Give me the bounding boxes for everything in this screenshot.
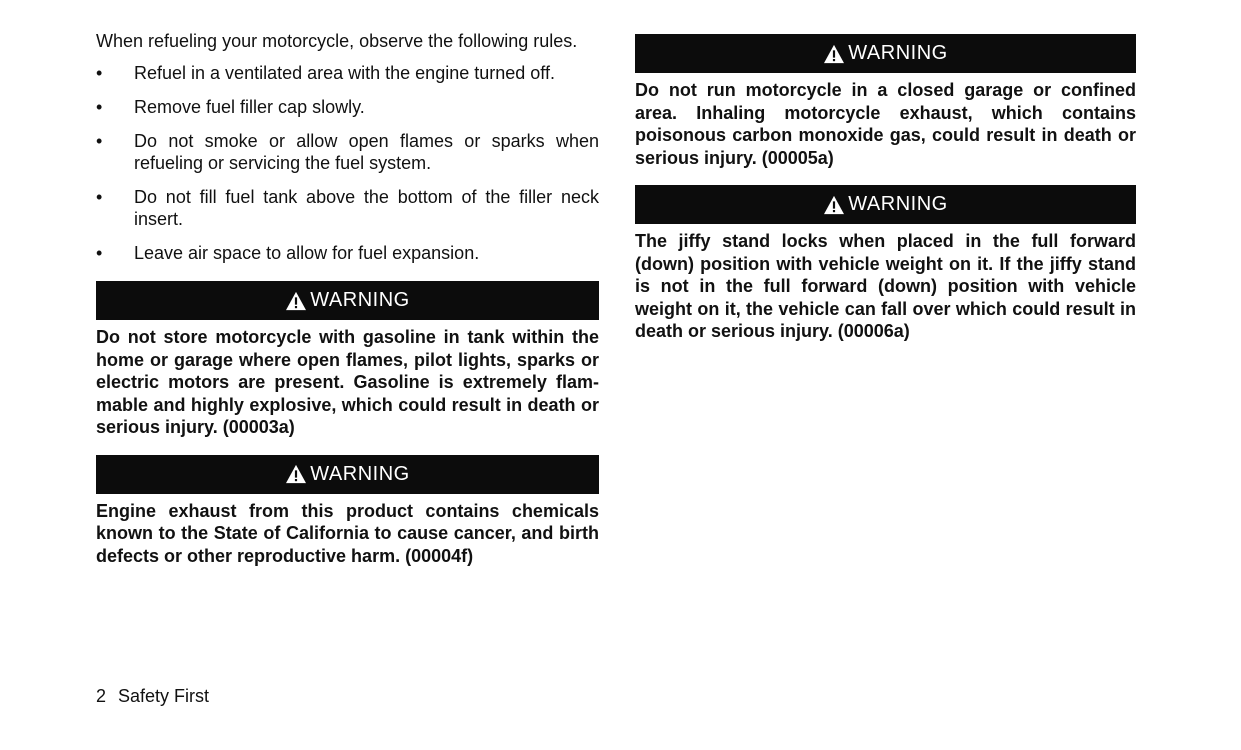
- list-item: [96, 186, 599, 230]
- warning-triangle-icon: [823, 195, 845, 215]
- warning-header: [635, 34, 1136, 73]
- page-footer: [96, 686, 221, 707]
- warning-label: WARNING: [310, 462, 410, 485]
- section-title: Safety First: [118, 686, 210, 706]
- warning-label: WARNING: [848, 193, 948, 215]
- list-item-text: Do not smoke or allow open flames or sparks when refueling or servicing the fuel system.: [134, 131, 599, 173]
- page-number: 2: [96, 686, 107, 706]
- list-item-text: Remove fuel filler cap slowly.: [134, 97, 365, 117]
- list-item: [96, 130, 599, 174]
- warning-label: WARNING: [310, 289, 410, 311]
- bullet-icon: •: [96, 187, 103, 207]
- warning-text: Engine exhaust from this product contains chemicals known to the State of California to cause cancer, and birth defects or other reproductive harm. (00004f): [96, 500, 599, 566]
- list-item-text: Refuel in a ventilated area with the engine turned off.: [134, 63, 555, 83]
- warning-text: The jiffy stand locks when placed in the full forward (down) position with vehicle weight on it. If the jiffy stand is not in the full forward (down) position with vehicle weight on it, the vehicle can fall over which could result in death or serious injury. (00006a): [635, 231, 1136, 341]
- warning-block: [635, 185, 1136, 343]
- warning-block: [96, 281, 599, 439]
- refuel-intro: When refueling your motorcycle, observe the following rules.: [96, 31, 578, 51]
- warning-triangle-icon: [285, 291, 307, 311]
- refuel-rules-list: [96, 62, 599, 264]
- list-item-text: Leave air space to allow for fuel expansion.: [134, 243, 480, 263]
- warning-block: [96, 455, 599, 568]
- warning-triangle-icon: [285, 464, 307, 484]
- warning-text: Do not store motorcycle with gasoline in tank within the home or garage where open flames, pilot lights, sparks or electric motors are present. Gasoline is extremely flam-mable and highly explosive, which could result in death or serious injury. (00003a): [96, 327, 599, 437]
- bullet-icon: •: [96, 131, 103, 151]
- warning-header: [96, 281, 599, 320]
- warning-label: WARNING: [848, 42, 948, 64]
- bullet-icon: •: [96, 97, 103, 117]
- warning-text: Do not run motorcycle in a closed garage or confined area. Inhaling motorcycle exhaust, which contains poisonous carbon monoxide gas, could result in death or serious injury. (00005a): [635, 80, 1136, 168]
- warning-header: [635, 185, 1136, 224]
- warning-triangle-icon: [823, 44, 845, 64]
- list-item-text: Do not fill fuel tank above the bottom of the filler neck insert.: [134, 187, 599, 229]
- warning-header: [96, 455, 599, 494]
- list-item: [96, 242, 599, 264]
- bullet-icon: •: [96, 243, 103, 263]
- list-item: [96, 96, 599, 118]
- bullet-icon: •: [96, 63, 103, 83]
- warning-block: [635, 34, 1136, 169]
- list-item: [96, 62, 599, 84]
- left-column: [96, 30, 599, 567]
- right-column: [635, 34, 1136, 343]
